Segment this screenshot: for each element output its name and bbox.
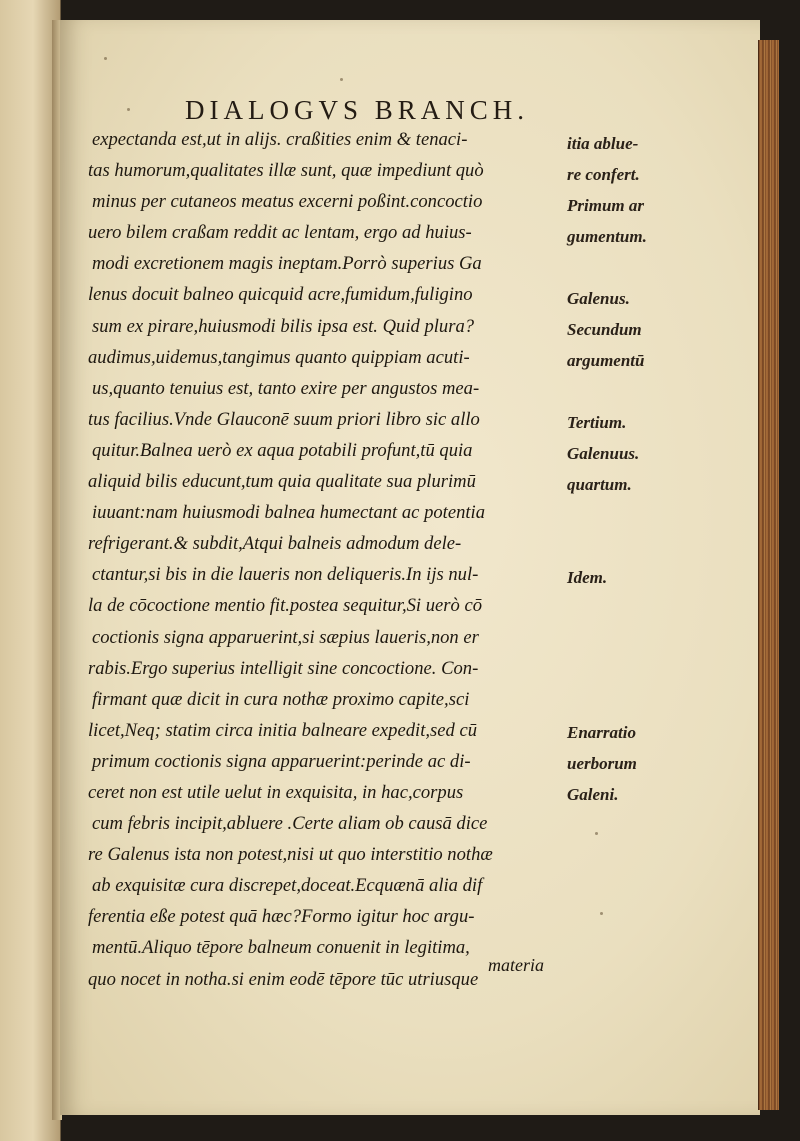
text-line: ferentia eße potest quā hæc?Formo igitur hoc argu- xyxy=(88,906,475,928)
main-text-block xyxy=(88,124,568,995)
ink-speck xyxy=(340,78,343,81)
margin-note: Primum ar xyxy=(567,196,644,215)
margin-note: argumentū xyxy=(567,351,645,370)
margin-note: Enarratio xyxy=(567,723,636,742)
text-line: cum febris incipit,abluere .Certe aliam ob causā dice xyxy=(92,813,488,835)
text-line: ceret non est utile uelut in exquisita, in hac,corpus xyxy=(88,781,464,803)
margin-note: itia ablue- xyxy=(567,134,639,153)
text-line: aliquid bilis educunt,tum quia qualitate sua plurimū xyxy=(88,471,476,493)
margin-note: Secundum xyxy=(567,320,642,339)
text-line: rabis.Ergo superius intelligit sine concoctione. Con- xyxy=(88,657,479,679)
text-line: ab exquisitæ cura discrepet,doceat.Ecquænā alia dif xyxy=(92,875,483,897)
text-line: quitur.Balnea uerò ex aqua potabili profunt,tū quia xyxy=(92,439,473,461)
text-line: sum ex pirare,huiusmodi bilis ipsa est. Quid plura? xyxy=(92,315,475,337)
text-line: licet,Neq; statim circa initia balneare expedit,sed cū xyxy=(88,719,477,741)
ink-speck xyxy=(127,108,130,111)
text-line: modi excretionem magis ineptam.Porrò superius Ga xyxy=(92,253,482,275)
ink-speck xyxy=(104,57,107,60)
text-line: quo nocet in notha.si enim eodē tēpore tūc utriusque xyxy=(88,968,479,990)
text-line: primum coctionis signa apparuerint:perinde ac di- xyxy=(92,750,471,772)
margin-note: Idem. xyxy=(567,568,608,587)
running-head: DIALOGVS BRANCH. xyxy=(185,95,530,125)
margin-note: Galenuus. xyxy=(567,444,640,463)
text-line: tus facilius.Vnde Glauconē suum priori libro sic allo xyxy=(88,408,480,430)
text-line: la de cōcoctione mentio fit.postea sequitur,Si uerò cō xyxy=(88,595,483,617)
text-line: uero bilem craßam reddit ac lentam, ergo ad huius- xyxy=(88,222,472,244)
text-line: us,quanto tenuius est, tanto exire per angustos mea- xyxy=(92,377,480,399)
text-line: firmant quæ dicit in cura nothæ proximo capite,sci xyxy=(92,688,470,710)
margin-note: Galenus. xyxy=(567,289,630,308)
text-line: re Galenus ista non potest,nisi ut quo interstitio nothæ xyxy=(88,844,493,866)
text-line: audimus,uidemus,tangimus quanto quippiam acuti- xyxy=(88,346,470,368)
text-line: mentū.Aliquo tēpore balneum conuenit in legitima, xyxy=(92,937,470,959)
ink-speck xyxy=(600,912,603,915)
page-edges xyxy=(758,40,779,1110)
text-line: refrigerant.& subdit,Atqui balneis admodum dele- xyxy=(88,533,462,555)
text-line: tas humorum,qualitates illæ sunt, quæ impediunt quò xyxy=(88,160,484,182)
margin-note: Galeni. xyxy=(567,785,619,804)
text-line: minus per cutaneos meatus excerni poßint.concoctio xyxy=(92,191,483,213)
margin-note: quartum. xyxy=(567,475,632,494)
text-line: iuuant:nam huiusmodi balnea humectant ac potentia xyxy=(92,502,486,524)
text-line: coctionis signa apparuerint,si sæpius laueris,non er xyxy=(92,626,479,648)
ink-speck xyxy=(595,832,598,835)
catchword: materia xyxy=(488,955,544,975)
text-line: lenus docuit balneo quicquid acre,fumidum,fuligino xyxy=(88,284,473,306)
margin-note: uerborum xyxy=(567,754,637,773)
margin-note: gumentum. xyxy=(567,227,647,246)
text-line: ctantur,si bis in die laueris non deliqueris.In ijs nul- xyxy=(92,564,479,586)
text-line: expectanda est,ut in alijs. craßities enim & tenaci- xyxy=(92,129,468,150)
margin-note: Tertium. xyxy=(567,413,627,432)
margin-note: re confert. xyxy=(567,165,640,184)
